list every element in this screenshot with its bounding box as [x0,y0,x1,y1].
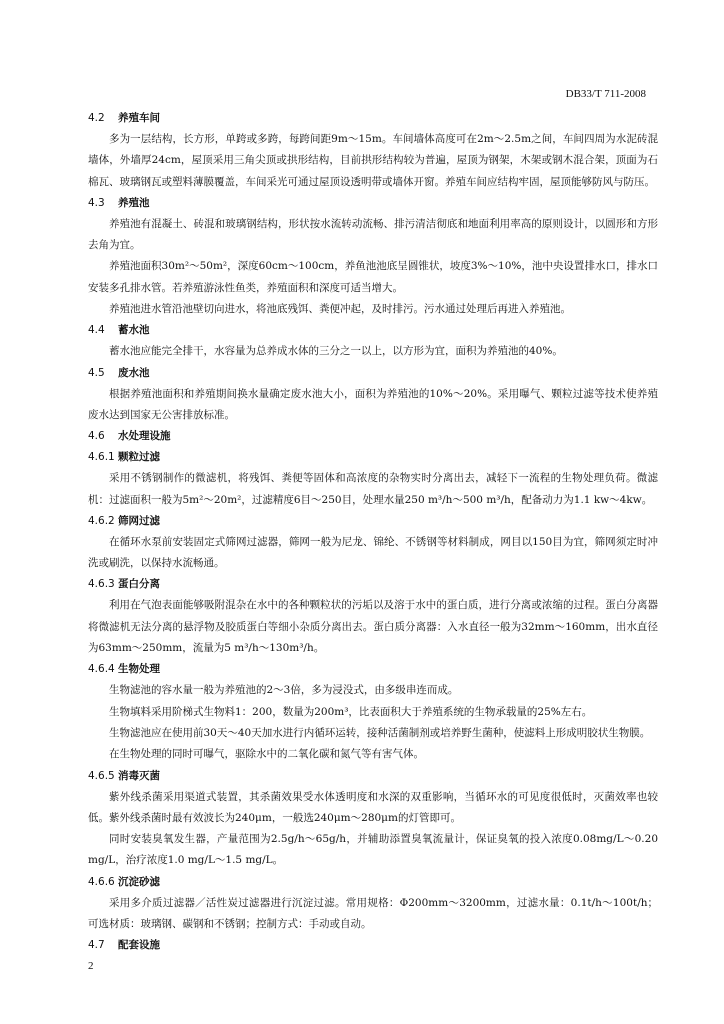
paragraph: 生物滤池应在使用前30天～40天加水进行内循环运转，接种活菌制剂或培养野生菌种，使滤料上形成明胶状生物膜。 [109,726,651,739]
paragraph: 采用不锈钢制作的微滤机，将残饵、粪便等固体和高浓度的杂物实时分离出去，减轻下一流程的生物处理负荷。微滤机：过滤面积一般为5m²～20m²，过滤精度6目～250目，处理水量250 m³/h～500 m³/h，配备动力为1.1 kw～4kw。 [88,472,658,506]
paragraph: 生物滤池的容水量一般为养殖池的2～3倍，多为浸没式，由多级串连而成。 [109,684,459,697]
section-heading [88,766,658,787]
section-number: 4.6.3 [88,578,115,591]
section-number: 4.6.5 [88,769,115,782]
paragraph: 紫外线杀菌采用渠道式装置，其杀菌效果受水体透明度和水深的双重影响，当循环水的可见度很低时，灭菌效率也较低。紫外线杀菌时最有效波长为240μm，一般选240μm～280μm的灯管即可。 [88,790,658,824]
section-number: 4.4 [88,324,105,337]
section-number: 4.2 [88,112,105,124]
section-title: 废水池 [118,366,150,379]
section-heading [88,659,658,680]
section-heading [88,511,658,532]
section-title: 蓄水池 [118,324,150,337]
document-body [88,108,658,956]
paragraph: 同时安装臭氧发生器，产量范围为2.5g/h～65g/h，并辅助添置臭氧流量计，保证臭氧的投入浓度0.08mg/L～0.20 mg/L，治疗浓度1.0 mg/L～1.5 mg/L。 [88,833,658,867]
section-number: 4.6 [88,430,105,443]
paragraph: 利用在气泡表面能够吸附混杂在水中的各种颗粒状的污垢以及溶于水中的蛋白质，进行分离或浓缩的过程。蛋白分离器将微滤机无法分离的悬浮物及胶质蛋白等细小杂质分离出去。蛋白质分离器：入水直径一般为32mm～160mm，出水直径为63mm～250mm，流量为5 m³/h～130m³/h。 [88,599,658,655]
section-heading [88,193,658,214]
paragraph: 养殖池有混凝土、砖混和玻璃钢结构，形状按水流转动流畅、排污清洁彻底和地面利用率高的原则设计，以圆形和方形去角为宜。 [88,217,658,252]
section-title: 配套设施 [118,939,160,952]
section-title: 蛋白分离 [118,578,160,591]
paragraph: 养殖池进水管沿池壁切向进水，将池底残饵、粪便冲起，及时排污。污水通过处理后再进入养殖池。 [109,303,571,316]
section-title: 消毒灭菌 [118,769,160,782]
section-title: 养殖车间 [118,112,160,124]
section-heading [88,574,658,595]
section-number: 4.6.1 [88,451,115,464]
paragraph: 采用多介质过滤器／活性炭过滤器进行沉淀过滤。常用规格：Φ200mm～3200mm，过滤水量：0.1t/h～100t/h；可选材质：玻璃钢、碳钢和不锈钢；控制方式：手动或自动。 [88,896,658,931]
section-heading [88,935,658,956]
section-title: 生物处理 [118,663,160,676]
section-heading [88,363,658,384]
section-number: 4.3 [88,196,105,209]
page-number: 2 [88,960,94,972]
section-heading [88,108,658,129]
section-title: 颗粒过滤 [118,451,160,464]
section-number: 4.6.6 [88,875,115,888]
paragraph: 养殖池面积30m²～50m²，深度60cm～100cm，养鱼池池底呈圆锥状，坡度3%～10%，池中央设置排水口，排水口安装多孔排水管。若养殖游泳性鱼类，养殖面积和深度可适当增大。 [88,260,658,294]
section-title: 养殖池 [118,196,150,209]
paragraph: 多为一层结构，长方形，单跨或多跨，每跨间距9m～15m。车间墙体高度可在2m～2.5m之间，车间四周为水泥砖混墙体，外墙厚24cm，屋顶采用三角尖顶或拱形结构，目前拱形结构较为普遍，屋顶为钢架，木架或钢木混合架，顶面为石棉瓦、玻璃钢瓦或塑料薄膜覆盖，车间采光可通过屋顶设透明带或墙体开窗。养殖车间应结构牢固，屋顶能够防风与防压。 [88,133,658,188]
section-number: 4.7 [88,939,105,952]
section-number: 4.6.2 [88,514,115,527]
paragraph: 根据养殖池面积和养殖期间换水量确定废水池大小，面积为养殖池的10%～20%。采用曝气、颗粒过滤等技术使养殖废水达到国家无公害排放标准。 [88,387,658,421]
paragraph: 生物填料采用阶梯式生物料1：200，数量为200m³，比表面积大于养殖系统的生物承载量的25%左右。 [109,705,593,718]
section-number: 4.5 [88,366,105,379]
section-heading [88,426,658,447]
section-title: 筛网过滤 [118,514,160,527]
paragraph: 蓄水池应能完全排干，水容量为总养成水体的三分之一以上，以方形为宜，面积为养殖池的40%。 [109,345,563,358]
standard-code: DB33/T 711-2008 [565,88,646,100]
section-heading [88,872,658,893]
paragraph: 在循环水泵前安装固定式筛网过滤器，筛网一般为尼龙、锦纶、不锈钢等材料制成，网目以150目为宜，筛网须定时冲洗或刷洗，以保持水流畅通。 [88,535,658,570]
section-title: 沉淀砂滤 [118,875,160,888]
section-title: 水处理设施 [118,430,171,443]
paragraph: 在生物处理的同时可曝气，驱除水中的二氧化碳和氮气等有害气体。 [109,748,424,761]
section-heading [88,447,658,468]
section-heading [88,320,658,341]
section-number: 4.6.4 [88,663,115,676]
